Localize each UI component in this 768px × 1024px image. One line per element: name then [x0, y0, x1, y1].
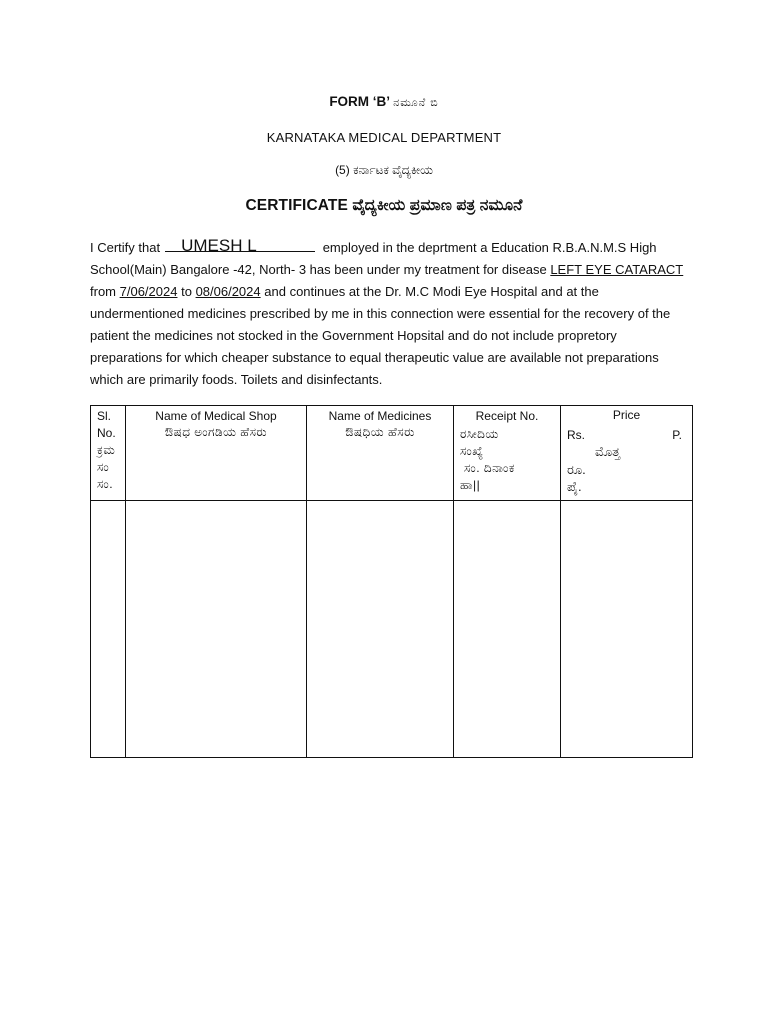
certificate-kannada: ವೈದ್ಯಕೀಯ ಪ್ರಮಾಣ ಪತ್ರ ನಮೂನೆ [352, 197, 523, 214]
certificate-heading [0, 197, 768, 215]
date-to: 08/06/2024 [195, 284, 261, 299]
receipt-kannada-3: ಸಂ. ದಿನಾಂಕ [464, 461, 515, 475]
price-label: Price [612, 408, 641, 422]
rupees-label: Rs. [567, 428, 585, 442]
cell-serial-number [91, 501, 126, 758]
receipt-kannada-1: ರಸೀದಿಯ [460, 427, 499, 441]
table-header-row [91, 406, 693, 501]
patient-name: UMESH L [181, 236, 257, 255]
medicines-label: Name of Medicines [328, 409, 432, 423]
header-receipt [454, 406, 561, 501]
receipt-label: Receipt No. [475, 409, 539, 423]
header-medical-shop [126, 406, 307, 501]
sl-label: Sl. [97, 409, 112, 423]
form-label: FORM ‘B’ [329, 94, 390, 109]
cell-medicines [307, 501, 454, 758]
no-label: No. [97, 426, 116, 440]
certify-text: I Certify that [90, 240, 161, 255]
receipt-kannada [454, 424, 560, 494]
header-serial-number [91, 406, 126, 501]
receipt-kannada-4: ಹಾ|| [460, 478, 481, 492]
medicines-table [90, 405, 693, 758]
disease-name: LEFT EYE CATARACT [550, 262, 684, 277]
receipt-kannada-2: ಸಂಖ್ಯೆ [460, 444, 484, 458]
form-label-kannada: ನಮೂನೆ ಬಿ [393, 97, 439, 109]
header-price [561, 406, 693, 501]
employment-text: employed in the deprtment a Education R.B.A.N.M.S High School(Main) Bangalore -42, North- 3 has been under my treatment for disease [90, 240, 657, 277]
table-row [91, 501, 693, 758]
sl-kannada-3: ಸಂ. [97, 477, 114, 491]
header-medicines [307, 406, 454, 501]
paise-kannada: ಪೈ. [567, 479, 582, 494]
sl-kannada-2: ಸಂ [97, 460, 110, 474]
rupees-kannada: ರೂ. [567, 462, 586, 477]
date-from: 7/06/2024 [119, 284, 178, 299]
medicines-label-kannada: ಔಷಧಿಯ ಹೆಸರು [345, 425, 415, 439]
department-heading: KARNATAKA MEDICAL DEPARTMENT [266, 130, 502, 145]
paise-label: P. [672, 428, 682, 442]
form-title [0, 94, 768, 110]
sub-number: (5) [335, 163, 350, 177]
shop-label: Name of Medical Shop [155, 409, 277, 423]
shop-label-kannada: ಔಷಧ ಅಂಗಡಿಯ ಹೆಸರು [164, 425, 268, 439]
from-text: from [90, 284, 116, 299]
continuation-text: and continues at the Dr. M.C Modi Eye Hospital and at the undermentioned medicines prescribed by me in this connection were essential for the recovery of the patient the medicines not stocked in the Government Hopsital and do not include propretory preparations for which cheaper substance to equal therapeutic value are available not preparations which are primarily foods. Toilets and disinfectants. [90, 284, 671, 387]
cell-receipt [454, 501, 561, 758]
cell-medical-shop [126, 501, 307, 758]
cell-price [561, 501, 693, 758]
sl-kannada-1: ಕ್ರಮ [97, 443, 116, 457]
to-text: to [181, 284, 192, 299]
patient-name-field [165, 236, 315, 255]
sub-kannada: ಕರ್ನಾಟಕ ವೈದ್ಯಕೀಯ [353, 163, 433, 177]
sub-heading [0, 163, 768, 178]
certificate-label: CERTIFICATE [245, 197, 348, 214]
certificate-body [90, 237, 690, 391]
price-kannada: ಮೊತ್ತ [595, 444, 621, 459]
